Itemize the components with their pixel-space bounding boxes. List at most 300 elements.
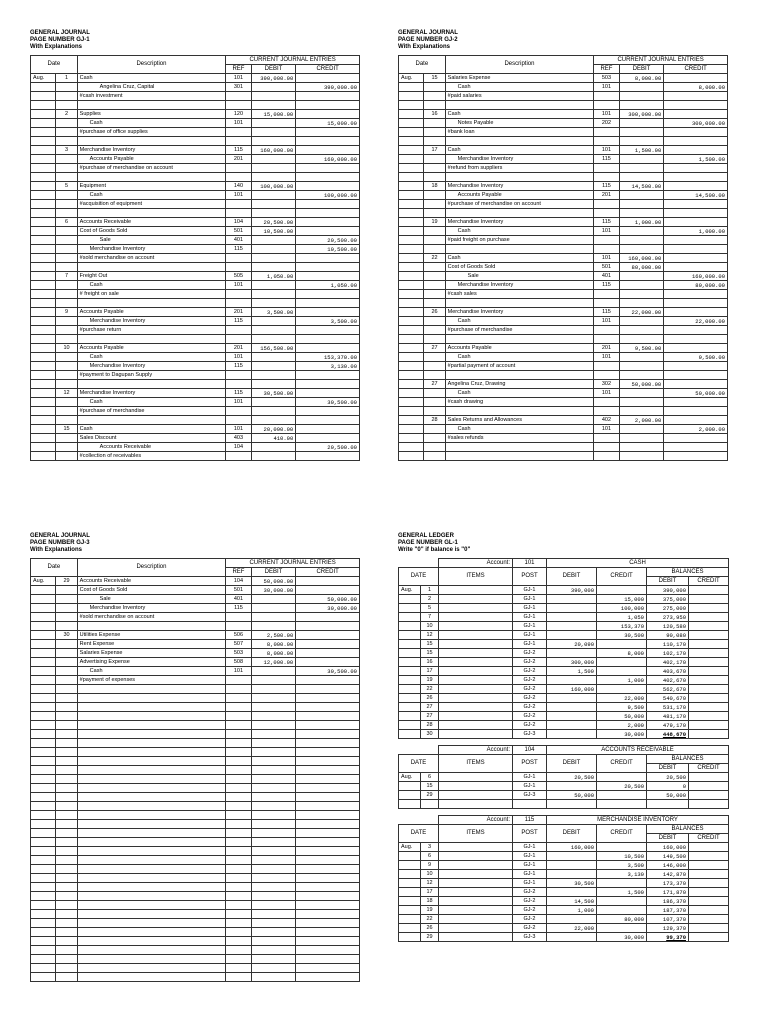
row-month [31, 317, 56, 326]
row-debit [251, 865, 296, 874]
row-day: 12 [421, 879, 439, 888]
row-balance-credit [689, 640, 729, 649]
row-credit: 20,500.00 [296, 236, 360, 245]
row-credit [296, 326, 360, 335]
row-month: Aug. [399, 74, 424, 83]
journal-row [31, 964, 360, 973]
row-month [399, 800, 421, 809]
row-description [77, 622, 226, 631]
row-balance-debit: 102,170 [647, 649, 689, 658]
journal-row [31, 308, 360, 317]
row-description: #paid freight on purchase [445, 236, 594, 245]
row-debit [251, 892, 296, 901]
row-description [77, 793, 226, 802]
row-day: 10 [421, 622, 439, 631]
row-credit: 50,000.00 [296, 595, 360, 604]
row-items [439, 800, 513, 809]
row-debit [547, 933, 597, 942]
row-description: Merchandise Inventory [445, 155, 594, 164]
row-ref: 401 [226, 595, 251, 604]
row-credit [296, 721, 360, 730]
row-description [77, 892, 226, 901]
row-description [77, 173, 226, 182]
row-debit [251, 191, 296, 200]
row-month [399, 209, 424, 218]
journal-row [399, 398, 728, 407]
journal-row [399, 209, 728, 218]
row-ref: 201 [226, 308, 251, 317]
journal-row [399, 128, 728, 137]
account-label: Account: [439, 559, 513, 568]
account-label: Account: [439, 816, 513, 825]
col-credit: CREDIT [597, 825, 647, 843]
row-month [31, 937, 56, 946]
row-credit [296, 802, 360, 811]
row-credit [296, 712, 360, 721]
row-items [439, 685, 513, 694]
row-day: 6 [421, 773, 439, 782]
row-day [56, 407, 77, 416]
journal-row [399, 101, 728, 110]
row-items [439, 703, 513, 712]
row-credit [296, 937, 360, 946]
row-month: Aug. [399, 843, 421, 852]
row-post: GJ-1 [513, 631, 547, 640]
row-items [439, 888, 513, 897]
row-balance-debit: 481,170 [647, 712, 689, 721]
row-debit [619, 452, 664, 461]
row-debit [251, 883, 296, 892]
row-ref [226, 838, 251, 847]
journal-body [31, 577, 360, 982]
row-credit [664, 92, 728, 101]
row-month [31, 335, 56, 344]
row-ref [226, 721, 251, 730]
row-day: 17 [421, 667, 439, 676]
row-post: GJ-2 [513, 915, 547, 924]
row-credit [296, 227, 360, 236]
row-balance-credit [689, 667, 729, 676]
row-debit [251, 245, 296, 254]
row-day: 3 [56, 146, 77, 155]
row-debit [547, 888, 597, 897]
row-month [31, 308, 56, 317]
row-description: Accounts Receivable [77, 577, 226, 586]
row-description [77, 712, 226, 721]
row-ref [594, 245, 619, 254]
row-description [77, 335, 226, 344]
row-description [445, 452, 594, 461]
row-month [399, 263, 424, 272]
row-month [31, 362, 56, 371]
row-credit [597, 586, 647, 595]
row-credit: 160,000.00 [664, 272, 728, 281]
row-description: Advertising Expense [77, 658, 226, 667]
row-ref [594, 452, 619, 461]
row-day [56, 874, 77, 883]
row-debit: 2,000.00 [619, 416, 664, 425]
row-day [424, 263, 445, 272]
row-day [56, 604, 77, 613]
row-ref [226, 694, 251, 703]
ledger-table [398, 558, 729, 739]
row-month [31, 829, 56, 838]
journal-row [31, 416, 360, 425]
row-ref [226, 452, 251, 461]
row-credit [597, 879, 647, 888]
row-credit: 160,000.00 [296, 155, 360, 164]
row-description: #sold merchandise on account [77, 613, 226, 622]
row-month [399, 622, 421, 631]
journal-row [31, 856, 360, 865]
row-debit [619, 101, 664, 110]
row-debit [547, 649, 597, 658]
row-month [399, 640, 421, 649]
row-credit: 30,000.00 [296, 604, 360, 613]
row-day [424, 353, 445, 362]
row-debit [251, 901, 296, 910]
ledger-row [399, 712, 729, 721]
journal-table [30, 558, 360, 982]
row-items [439, 640, 513, 649]
row-debit [251, 281, 296, 290]
row-month [31, 613, 56, 622]
row-month [399, 631, 421, 640]
row-day [56, 622, 77, 631]
ledger-row [399, 604, 729, 613]
row-day [424, 425, 445, 434]
row-day [56, 946, 77, 955]
row-month [31, 901, 56, 910]
row-description: Cash [77, 398, 226, 407]
row-day: 19 [421, 676, 439, 685]
row-debit [251, 847, 296, 856]
row-month [31, 703, 56, 712]
row-description: Merchandise Inventory [77, 317, 226, 326]
row-post: GJ-1 [513, 843, 547, 852]
row-day [56, 128, 77, 137]
col-ref: REF [226, 65, 251, 74]
account-label: Account: [439, 746, 513, 755]
row-debit [619, 245, 664, 254]
journal-row [399, 155, 728, 164]
row-day [56, 371, 77, 380]
row-balance-debit: 171,870 [647, 888, 689, 897]
row-credit [597, 924, 647, 933]
row-debit [251, 416, 296, 425]
row-month [31, 784, 56, 793]
row-credit [664, 326, 728, 335]
row-items [439, 613, 513, 622]
row-day: 2 [56, 110, 77, 119]
row-day: 26 [421, 924, 439, 933]
row-items [439, 631, 513, 640]
row-month [399, 200, 424, 209]
row-debit [547, 604, 597, 613]
row-debit [619, 119, 664, 128]
journal-row [399, 434, 728, 443]
row-debit: 1,500.00 [619, 146, 664, 155]
row-day: 30 [56, 631, 77, 640]
journal-row [31, 371, 360, 380]
journal-row [31, 703, 360, 712]
row-ref: 115 [226, 604, 251, 613]
row-debit [251, 92, 296, 101]
row-credit: 30,500 [597, 631, 647, 640]
row-debit [547, 861, 597, 870]
row-description [77, 775, 226, 784]
row-ref [226, 955, 251, 964]
journal-row [399, 200, 728, 209]
row-day: 16 [424, 110, 445, 119]
journal-row [31, 937, 360, 946]
journal-row [31, 380, 360, 389]
row-day [56, 658, 77, 667]
row-credit [296, 829, 360, 838]
row-ref: 101 [594, 146, 619, 155]
row-ref [226, 937, 251, 946]
row-day [56, 649, 77, 658]
row-debit [619, 290, 664, 299]
row-description: Accounts Receivable [77, 443, 226, 452]
journal-row [399, 326, 728, 335]
row-credit [296, 694, 360, 703]
row-day: 29 [56, 577, 77, 586]
row-day: 19 [424, 218, 445, 227]
journal-row [31, 362, 360, 371]
row-ref: 115 [226, 362, 251, 371]
row-debit [251, 595, 296, 604]
row-description: Cash [445, 254, 594, 263]
journal-gj1 [30, 30, 360, 461]
ledger-title: GENERAL LEDGER [398, 533, 454, 539]
row-month [31, 434, 56, 443]
row-month [399, 452, 424, 461]
row-debit [251, 236, 296, 245]
row-debit [251, 784, 296, 793]
row-description [445, 299, 594, 308]
row-credit [597, 791, 647, 800]
row-month [31, 263, 56, 272]
journal-row [31, 272, 360, 281]
row-day: 27 [424, 380, 445, 389]
row-day [424, 101, 445, 110]
row-credit [296, 811, 360, 820]
row-post: GJ-2 [513, 676, 547, 685]
row-credit [664, 110, 728, 119]
journal-row [31, 919, 360, 928]
row-month [31, 353, 56, 362]
row-ref: 115 [226, 389, 251, 398]
col-debit: DEBIT [251, 568, 296, 577]
row-day [56, 263, 77, 272]
row-ref: 115 [226, 245, 251, 254]
row-day [56, 586, 77, 595]
row-balance-credit [689, 676, 729, 685]
row-balance-credit [689, 843, 729, 852]
row-credit [296, 766, 360, 775]
row-post: GJ-1 [513, 879, 547, 888]
row-credit: 8,000.00 [664, 83, 728, 92]
row-ref [594, 443, 619, 452]
row-credit [296, 164, 360, 173]
row-month [31, 649, 56, 658]
journal-row [31, 874, 360, 883]
row-description [445, 245, 594, 254]
journal-row [31, 685, 360, 694]
row-post: GJ-2 [513, 649, 547, 658]
row-debit [251, 353, 296, 362]
row-description: #sold merchandise on account [77, 254, 226, 263]
col-balance-debit: DEBIT [647, 834, 689, 843]
row-month [31, 631, 56, 640]
row-day [56, 443, 77, 452]
row-debit: 3,500.00 [251, 308, 296, 317]
row-ref [226, 793, 251, 802]
row-debit: 14,500 [547, 897, 597, 906]
row-month [399, 425, 424, 434]
row-credit [664, 290, 728, 299]
row-ref [226, 712, 251, 721]
journal-row [31, 83, 360, 92]
row-day: 15 [421, 649, 439, 658]
row-debit [619, 434, 664, 443]
row-debit [619, 317, 664, 326]
row-ref: 101 [226, 398, 251, 407]
row-debit [251, 613, 296, 622]
row-items [439, 843, 513, 852]
row-day [56, 173, 77, 182]
row-day: 7 [421, 613, 439, 622]
row-day: 7 [56, 272, 77, 281]
row-post: GJ-3 [513, 933, 547, 942]
row-items [439, 897, 513, 906]
row-debit [251, 685, 296, 694]
row-debit [619, 362, 664, 371]
row-description: Cost of Goods Sold [77, 586, 226, 595]
row-day [56, 101, 77, 110]
row-month [31, 218, 56, 227]
journal-gj3 [30, 533, 360, 982]
row-debit: 50,000.00 [251, 577, 296, 586]
row-day: 26 [421, 694, 439, 703]
row-balance-debit: 90,080 [647, 631, 689, 640]
row-month [31, 452, 56, 461]
journal-row [31, 802, 360, 811]
row-credit [296, 299, 360, 308]
journal-row [399, 317, 728, 326]
journal-title: GENERAL JOURNAL [30, 30, 90, 36]
row-credit [296, 263, 360, 272]
row-balance-debit: 273,950 [647, 613, 689, 622]
row-credit: 30,500.00 [296, 667, 360, 676]
row-description: #cash investment [77, 92, 226, 101]
row-credit [664, 416, 728, 425]
row-balance-credit [689, 773, 729, 782]
col-ref: REF [594, 65, 619, 74]
row-ref [594, 164, 619, 173]
row-ref: 401 [226, 236, 251, 245]
journal-row [399, 281, 728, 290]
journal-row [31, 649, 360, 658]
row-day [56, 254, 77, 263]
row-ref [226, 748, 251, 757]
row-month [31, 865, 56, 874]
row-month [31, 173, 56, 182]
row-month [399, 649, 421, 658]
row-day [56, 910, 77, 919]
journal-row [31, 910, 360, 919]
row-day: 27 [421, 712, 439, 721]
row-day [56, 299, 77, 308]
row-credit: 9,500 [597, 703, 647, 712]
journal-row [31, 389, 360, 398]
journal-row [31, 218, 360, 227]
row-ref: 503 [594, 74, 619, 83]
row-month: Aug. [399, 586, 421, 595]
row-debit [619, 326, 664, 335]
row-ref [226, 703, 251, 712]
journal-row [31, 353, 360, 362]
row-ref [226, 326, 251, 335]
journal-row [31, 946, 360, 955]
row-debit [251, 164, 296, 173]
row-debit [251, 964, 296, 973]
journal-body [399, 74, 728, 461]
row-day: 29 [421, 933, 439, 942]
col-credit: CREDIT [664, 65, 728, 74]
row-credit: 1,500.00 [664, 155, 728, 164]
row-credit [296, 254, 360, 263]
row-credit [296, 730, 360, 739]
row-credit [296, 272, 360, 281]
row-month [399, 155, 424, 164]
row-credit [296, 775, 360, 784]
row-description: Salaries Expense [77, 649, 226, 658]
row-description: #refund from suppliers [445, 164, 594, 173]
row-day [56, 380, 77, 389]
row-day [56, 245, 77, 254]
row-debit [251, 874, 296, 883]
journal-row [399, 407, 728, 416]
row-description: Cash [77, 74, 226, 83]
row-ref [226, 856, 251, 865]
row-balance-debit: 146,000 [647, 861, 689, 870]
row-credit [664, 254, 728, 263]
row-ref [226, 739, 251, 748]
row-debit: 2,500.00 [251, 631, 296, 640]
row-balance-debit: 149,500 [647, 852, 689, 861]
col-date: DATE [399, 755, 439, 773]
row-debit [619, 191, 664, 200]
row-post: GJ-2 [513, 685, 547, 694]
row-credit [296, 784, 360, 793]
row-credit [296, 838, 360, 847]
row-month [399, 83, 424, 92]
row-description: Cash [445, 146, 594, 155]
ledger-row [399, 800, 729, 809]
row-items [439, 906, 513, 915]
row-credit [296, 955, 360, 964]
row-description [77, 856, 226, 865]
row-day [56, 856, 77, 865]
journal-row [31, 892, 360, 901]
ledger-row [399, 658, 729, 667]
row-credit [296, 964, 360, 973]
row-month [399, 362, 424, 371]
journal-row [31, 434, 360, 443]
row-month [399, 870, 421, 879]
